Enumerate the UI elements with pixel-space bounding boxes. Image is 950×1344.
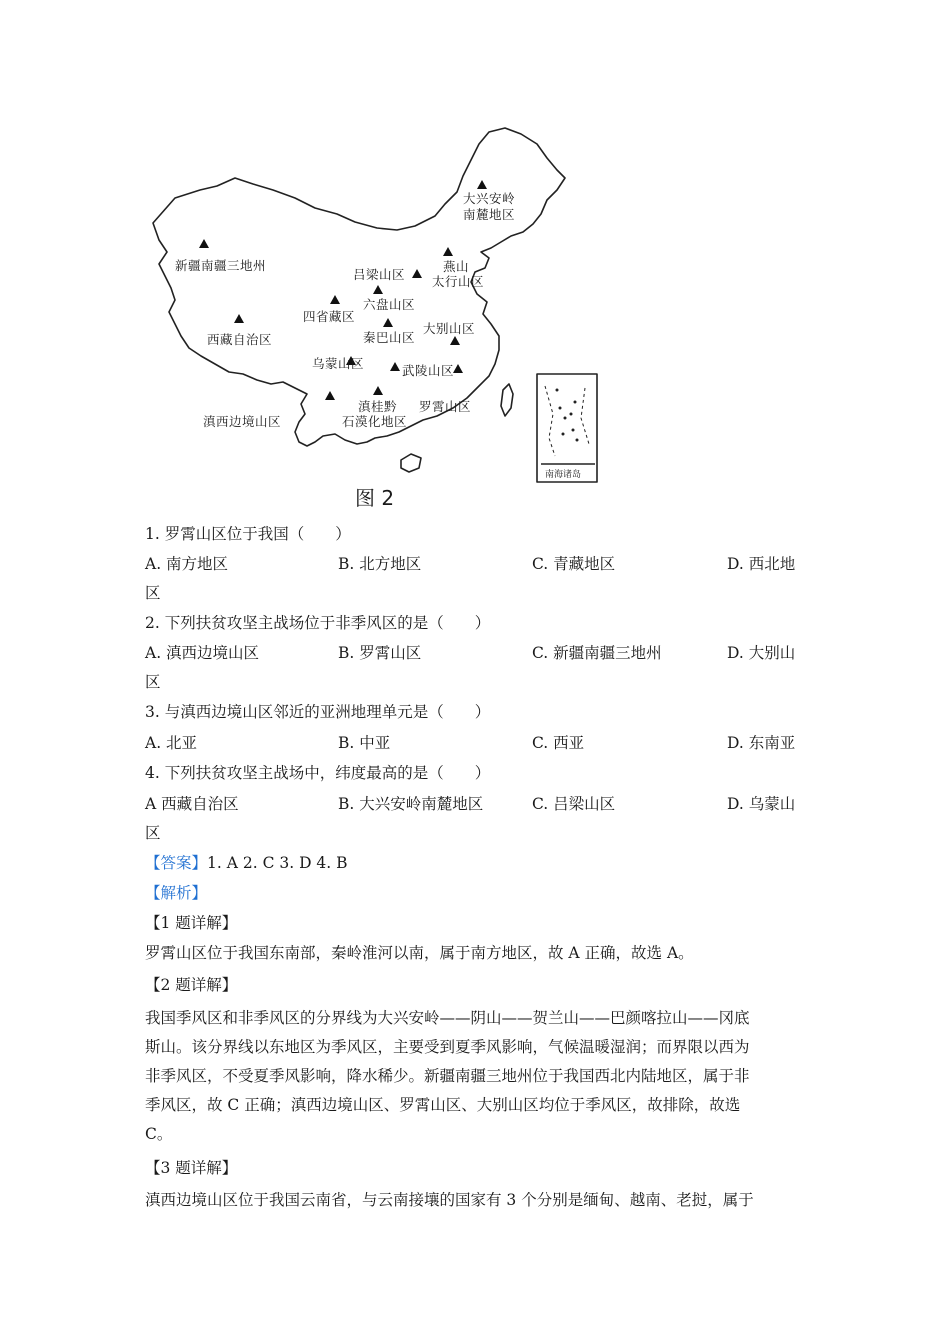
marker-yanshan (443, 247, 453, 256)
q2-wrap: 区 (145, 673, 161, 691)
q4-option-d: D. 乌蒙山 (727, 795, 796, 813)
marker-dianguiqian (373, 386, 383, 395)
q2-option-a: A. 滇西边境山区 (145, 644, 260, 662)
label-qinba: 秦巴山区 (363, 330, 416, 345)
detail-2-line-3: 非季风区，不受夏季风影响，降水稀少。新疆南疆三地州位于我国西北内陆地区，属于非 (145, 1067, 750, 1085)
answer-text: 1. A 2. C 3. D 4. B (207, 854, 348, 872)
label-wumeng: 乌蒙山区 (312, 356, 365, 371)
label-yanshan-2: 太行山区 (432, 274, 485, 289)
marker-sisheng (330, 295, 340, 304)
label-liupan: 六盘山区 (363, 297, 416, 312)
label-dabie: 大别山区 (423, 321, 476, 336)
q2-option-c: C. 新疆南疆三地州 (532, 644, 662, 662)
q3-option-c: C. 西亚 (532, 734, 585, 752)
question-1-stem: 1. 罗霄山区位于我国（ ） (145, 525, 351, 543)
label-lvliang: 吕梁山区 (353, 267, 406, 282)
q4-option-c: C. 吕梁山区 (532, 795, 616, 813)
detail-2-line-4: 季风区，故 C 正确；滇西边境山区、罗霄山区、大别山区均位于季风区，故排除，故选 (145, 1096, 741, 1114)
marker-daxinganling (477, 180, 487, 189)
label-luoxiao: 罗霄山区 (419, 399, 472, 414)
marker-luoxiao (453, 364, 463, 373)
label-daxinganling-1: 大兴安岭 (463, 191, 516, 206)
label-daxinganling-2: 南麓地区 (463, 207, 516, 222)
marker-dianxi (325, 391, 335, 400)
label-nanhai: 南海诸岛 (545, 470, 582, 480)
marker-qinba (383, 318, 393, 327)
q1-option-a: A. 南方地区 (145, 555, 229, 573)
question-2-stem: 2. 下列扶贫攻坚主战场位于非季风区的是（ ） (145, 614, 491, 632)
label-yanshan-1: 燕山 (443, 259, 470, 274)
q3-option-d: D. 东南亚 (727, 734, 796, 752)
marker-lvliang (373, 285, 383, 294)
q1-option-c: C. 青藏地区 (532, 555, 616, 573)
detail-2-heading: 【2 题详解】 (145, 976, 238, 994)
detail-1-heading: 【1 题详解】 (145, 914, 238, 932)
answer-line (145, 851, 348, 873)
label-dianxi: 滇西边境山区 (203, 414, 282, 429)
q4-option-b: B. 大兴安岭南麓地区 (338, 795, 484, 813)
figure-caption: 图 2 (355, 486, 395, 510)
marker-dabie (450, 336, 460, 345)
china-map-outline (145, 118, 615, 518)
q2-option-d: D. 大别山 (727, 644, 796, 662)
label-dianguiqian-1: 滇桂黔 (358, 399, 398, 414)
marker-xizang (234, 314, 244, 323)
detail-1-text: 罗霄山区位于我国东南部，秦岭淮河以南，属于南方地区，故 A 正确，故选 A。 (145, 944, 694, 962)
detail-3-heading: 【3 题详解】 (145, 1159, 238, 1177)
detail-3-line-1: 滇西边境山区位于我国云南省，与云南接壤的国家有 3 个分别是缅甸、越南、老挝，属于 (145, 1191, 754, 1209)
marker-wuling (390, 362, 400, 371)
q3-option-a: A. 北亚 (145, 734, 198, 752)
question-3-stem: 3. 与滇西边境山区邻近的亚洲地理单元是（ ） (145, 703, 491, 721)
marker-yanshan-2 (412, 269, 422, 278)
q4-wrap: 区 (145, 824, 161, 842)
answer-tag: 【答案】 (145, 854, 208, 872)
marker-xinjiang (199, 239, 209, 248)
label-xizang: 西藏自治区 (207, 332, 273, 347)
label-dianguiqian-2: 石漠化地区 (342, 414, 408, 429)
question-4-stem: 4. 下列扶贫攻坚主战场中，纬度最高的是（ ） (145, 764, 491, 782)
label-wuling: 武陵山区 (402, 363, 455, 378)
detail-2-line-2: 斯山。该分界线以东地区为季风区，主要受到夏季风影响，气候温暖湿润；而界限以西为 (145, 1038, 750, 1056)
q1-option-d: D. 西北地 (727, 555, 796, 573)
q3-option-b: B. 中亚 (338, 734, 391, 752)
label-xinjiang: 新疆南疆三地州 (175, 258, 267, 273)
detail-2-line-5: C。 (145, 1125, 173, 1143)
q1-option-b: B. 北方地区 (338, 555, 422, 573)
analysis-tag: 【解析】 (145, 884, 208, 902)
q2-option-b: B. 罗霄山区 (338, 644, 422, 662)
q1-wrap: 区 (145, 584, 161, 602)
label-sisheng: 四省藏区 (303, 309, 356, 324)
detail-2-line-1: 我国季风区和非季风区的分界线为大兴安岭——阴山——贺兰山——巴颜喀拉山——冈底 (145, 1009, 750, 1027)
china-map-figure (145, 118, 615, 518)
q4-option-a: A 西藏自治区 (145, 795, 239, 813)
